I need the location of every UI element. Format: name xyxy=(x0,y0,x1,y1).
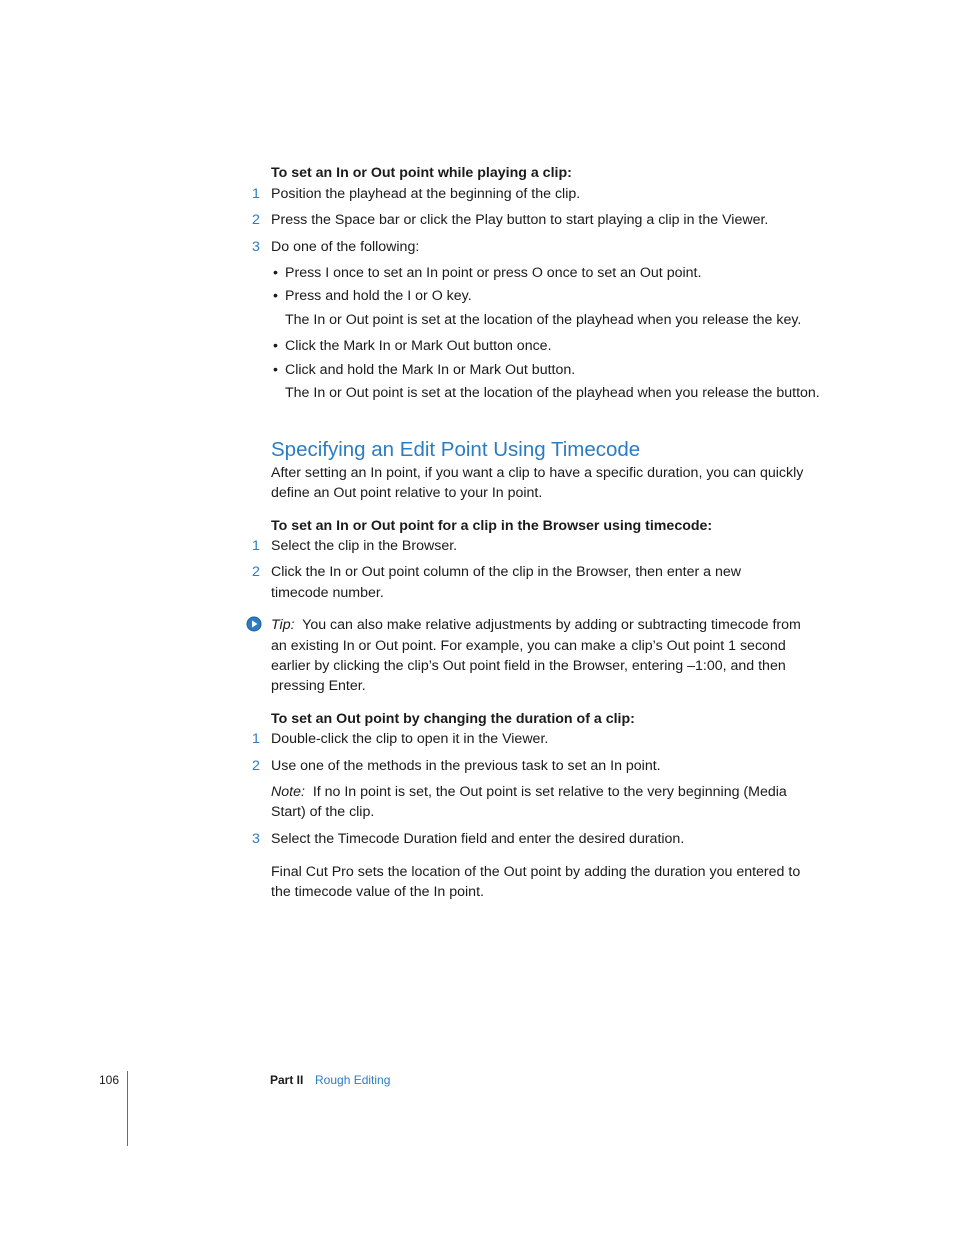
step-text: Click the In or Out point column of the clip in the Browser, then enter a new xyxy=(271,564,742,580)
footer-chapter-link[interactable]: Rough Editing xyxy=(315,1073,391,1087)
bullet-icon: • xyxy=(273,338,278,354)
step-text: Press the Space bar or click the Play button to start playing a clip in the Viewer. xyxy=(271,212,769,228)
bullet-result: The In or Out point is set at the location of the playhead when you release the key. xyxy=(285,312,802,328)
bullet-icon: • xyxy=(273,362,278,378)
result-text: the timecode value of the In point. xyxy=(271,884,484,900)
footer-part: Part II xyxy=(270,1073,304,1087)
note-label: Note: xyxy=(271,784,305,800)
step-text: Do one of the following: xyxy=(271,239,420,255)
step-text: Double-click the clip to open it in the Viewer. xyxy=(271,731,549,747)
tip-text: an existing In or Out point. For example, you can make a clip’s Out point 1 second xyxy=(271,638,786,654)
intro-text: After setting an In point, if you want a clip to have a specific duration, you can quickly xyxy=(271,465,804,481)
note-text: If no In point is set, the Out point is set relative to the very beginning (Media xyxy=(312,784,787,800)
section-heading: Specifying an Edit Point Using Timecode xyxy=(271,438,641,461)
tip-text: You can also make relative adjustments by adding or subtracting timecode from xyxy=(302,617,801,633)
step-number: 1 xyxy=(252,186,260,202)
page-number: 106 xyxy=(99,1073,120,1087)
step-number: 2 xyxy=(252,758,260,774)
bullet-text: Click and hold the Mark In or Mark Out button. xyxy=(285,362,576,378)
tip-text: earlier by clicking the clip’s Out point field in the Browser, entering –1:00, and then xyxy=(271,658,786,674)
tip-label: Tip: xyxy=(271,617,295,633)
task-heading: To set an In or Out point for a clip in the Browser using timecode: xyxy=(271,518,713,534)
step-number: 3 xyxy=(252,239,260,255)
tip-line xyxy=(271,615,801,635)
task-heading: To set an In or Out point while playing a clip: xyxy=(271,165,572,181)
step-text: Use one of the methods in the previous task to set an In point. xyxy=(271,758,661,774)
bullet-icon: • xyxy=(273,288,278,304)
bullet-text: Press and hold the I or O key. xyxy=(285,288,472,304)
footer-divider xyxy=(127,1071,128,1146)
bullet-text: Press I once to set an In point or press O once to set an Out point. xyxy=(285,265,702,281)
task-heading: To set an Out point by changing the duration of a clip: xyxy=(271,711,635,727)
intro-text: define an Out point relative to your In point. xyxy=(271,485,543,501)
step-text: Select the clip in the Browser. xyxy=(271,538,458,554)
step-text: timecode number. xyxy=(271,585,384,601)
step-number: 3 xyxy=(252,831,260,847)
arrow-circle-right-icon xyxy=(246,616,262,632)
step-number: 1 xyxy=(252,731,260,747)
step-text: Position the playhead at the beginning of the clip. xyxy=(271,186,581,202)
step-number: 2 xyxy=(252,212,260,228)
step-number: 2 xyxy=(252,564,260,580)
tip-text: pressing Enter. xyxy=(271,678,366,694)
note-line xyxy=(271,782,787,802)
result-text: Final Cut Pro sets the location of the Out point by adding the duration you entered to xyxy=(271,864,801,880)
bullet-text: Click the Mark In or Mark Out button once. xyxy=(285,338,552,354)
note-text: Start) of the clip. xyxy=(271,804,375,820)
bullet-icon: • xyxy=(273,265,278,281)
step-text: Select the Timecode Duration field and enter the desired duration. xyxy=(271,831,685,847)
step-number: 1 xyxy=(252,538,260,554)
bullet-result: The In or Out point is set at the location of the playhead when you release the button. xyxy=(285,385,820,401)
